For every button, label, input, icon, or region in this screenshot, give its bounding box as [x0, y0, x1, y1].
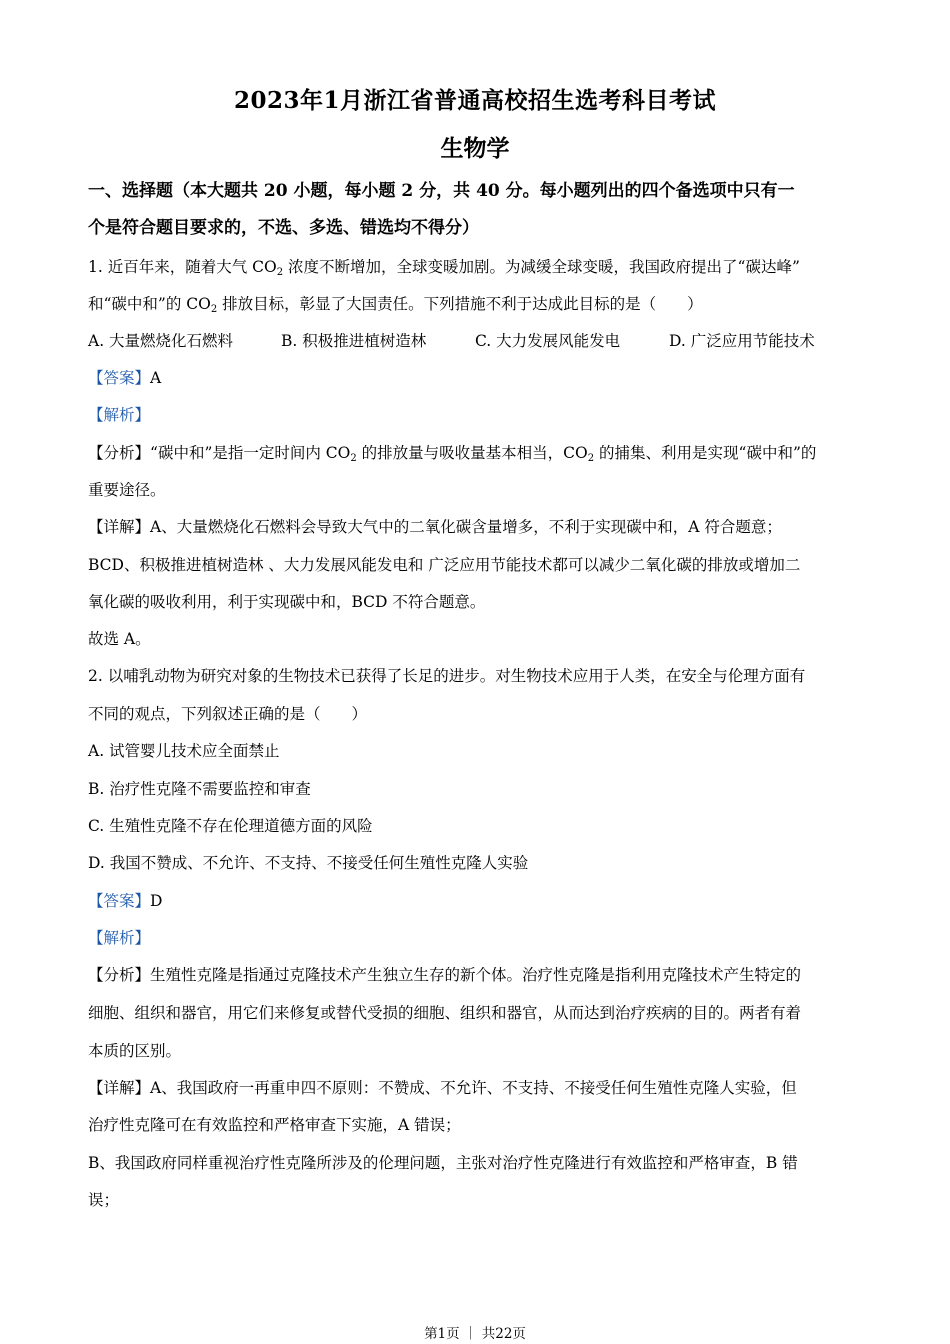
- subscript: 2: [350, 453, 357, 464]
- q1-stem-text: 和“碳中和”的 CO: [88, 295, 211, 313]
- q2-option-c: C. 生殖性克隆不存在伦理道德方面的风险: [88, 817, 373, 835]
- subscript: 2: [587, 453, 595, 464]
- exam-title: 2023年1月浙江省普通高校招生选考科目考试: [233, 87, 717, 114]
- q1-analysis-line-1: [88, 443, 816, 463]
- subscript: 2: [276, 267, 284, 278]
- q1-stem-text: 浓度不断增加，全球变暖加剧。为减缓全球变暖，我国政府提出了“碳达峰”: [283, 258, 800, 276]
- q1-answer: [88, 368, 161, 388]
- subject-title: 生物学: [440, 135, 510, 162]
- q1-answer-value: A: [150, 369, 162, 387]
- detail-tag: 【详解】: [88, 1079, 151, 1097]
- q2-detail-line-2: 治疗性克隆可在有效监控和严格审查下实施，A 错误；: [88, 1116, 461, 1134]
- page-footer: 第1页 ｜ 共22页: [424, 1326, 526, 1342]
- q1-conclusion: 故选 A。: [88, 630, 151, 648]
- detail-tag: 【详解】: [88, 518, 151, 536]
- q2-option-d: D. 我国不赞成、不允许、不支持、不接受任何生殖性克隆人实验: [88, 854, 529, 872]
- q2-stem-line-2: 不同的观点，下列叙述正确的是（ ）: [88, 705, 368, 723]
- answer-tag: 【答案】: [88, 369, 151, 387]
- q2-detail-line-4: 误；: [88, 1191, 120, 1209]
- subscript: 2: [210, 304, 218, 315]
- q2-detail-line-3: B、我国政府同样重视治疗性克隆所涉及的伦理问题，主张对治疗性克隆进行有效监控和严格审查，B 错: [88, 1154, 798, 1172]
- q2-analysis-line-2: 细胞、组织和器官，用它们来修复或替代受损的细胞、组织和器官，从而达到治疗疾病的目的。两者有着: [88, 1004, 802, 1022]
- q2-answer: [88, 891, 162, 911]
- q1-analysis-line-2: 重要途径。: [88, 481, 166, 499]
- q2-analysis-text: 生殖性克隆是指通过克隆技术产生独立生存的新个体。治疗性克隆是指利用克隆技术产生特定的: [150, 966, 802, 984]
- q1-detail-line-2: BCD、积极推进植树造林 、大力发展风能发电和 广泛应用节能技术都可以减少二氧化碳的排放或增加二: [88, 556, 801, 574]
- q2-answer-value: D: [150, 892, 163, 910]
- q1-option-c: C. 大力发展风能发电: [475, 332, 621, 350]
- q1-detail-text: A、大量燃烧化石燃料会导致大气中的二氧化碳含量增多，不利于实现碳中和，A 符合题意；: [150, 518, 782, 536]
- q2-analysis-line-1: [88, 965, 801, 985]
- section-heading-line-1: 一、选择题（本大题共 20 小题，每小题 2 分，共 40 分。每小题列出的四个备选项中只有一: [88, 181, 795, 201]
- q1-analysis-text: “碳中和”是指一定时间内 CO: [150, 444, 351, 462]
- q1-option-d: D. 广泛应用节能技术: [669, 332, 815, 350]
- q1-option-a: A. 大量燃烧化石燃料: [88, 332, 234, 350]
- answer-tag: 【答案】: [88, 892, 151, 910]
- q1-options: [88, 331, 815, 351]
- q2-option-a: A. 试管婴儿技术应全面禁止: [88, 742, 280, 760]
- q2-jiexi-tag: 【解析】: [88, 929, 151, 947]
- q2-stem-line-1: 2. 以哺乳动物为研究对象的生物技术已获得了长足的进步。对生物技术应用于人类，在安全与伦理方面有: [88, 667, 806, 685]
- q1-jiexi-tag: 【解析】: [88, 406, 151, 424]
- q1-analysis-text: 的捕集、利用是实现“碳中和”的: [594, 444, 817, 462]
- q1-stem-text: 排放目标，彰显了大国责任。下列措施不利于达成此目标的是（ ）: [217, 295, 703, 313]
- q1-option-b: B. 积极推进植树造林: [281, 332, 427, 350]
- analysis-tag: 【分析】: [88, 444, 151, 462]
- q2-option-b: B. 治疗性克隆不需要监控和审查: [88, 780, 311, 798]
- q1-analysis-text: 的排放量与吸收量基本相当，CO: [356, 444, 588, 462]
- q1-stem-line-1: [88, 257, 800, 277]
- q2-detail-line-1: [88, 1078, 797, 1098]
- q2-detail-text: A、我国政府一再重申四不原则：不赞成、不允许、不支持、不接受任何生殖性克隆人实验，但: [150, 1079, 797, 1097]
- analysis-tag: 【分析】: [88, 966, 151, 984]
- q1-detail-line-1: [88, 517, 782, 537]
- q1-detail-line-3: 氧化碳的吸收利用，利于实现碳中和，BCD 不符合题意。: [88, 593, 486, 611]
- q1-stem-line-2: [88, 294, 703, 314]
- q1-stem-text: 1. 近百年来，随着大气 CO: [88, 258, 277, 276]
- q2-analysis-line-3: 本质的区别。: [88, 1042, 182, 1060]
- section-heading-line-2: 个是符合题目要求的，不选、多选、错选均不得分）: [88, 218, 479, 238]
